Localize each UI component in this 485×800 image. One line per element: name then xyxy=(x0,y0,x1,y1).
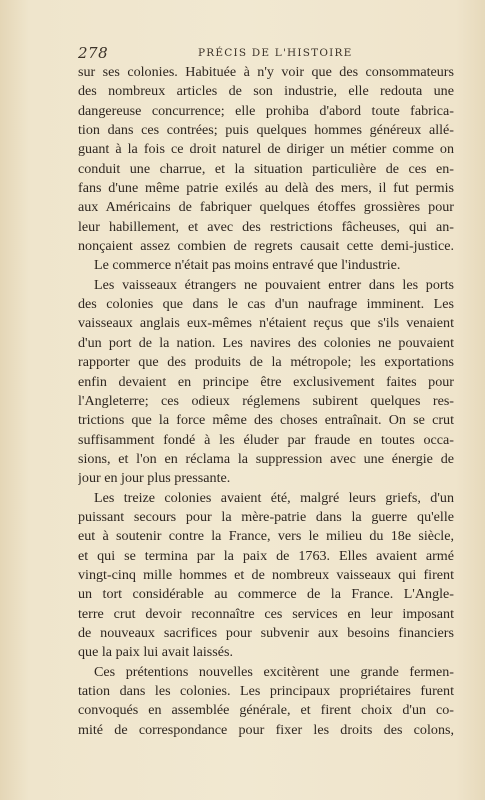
text-line: aux Américains de fabriquer quelques étoffes grossières pour xyxy=(78,199,454,216)
text-line: et qui se termina par la paix de 1763. Elles avaient armé xyxy=(78,547,454,564)
text-line: trictions que la force même des choses entraînait. On se crut xyxy=(78,412,454,429)
text-line: l'Angleterre; ces odieux réglemens subirent quelques res- xyxy=(78,392,454,409)
text-line: vaisseaux anglais eux-mêmes n'étaient reçus que s'ils venaient xyxy=(78,315,454,332)
text-line: guant à la fois ce droit naturel de diriger un métier comme on xyxy=(78,141,454,158)
text-line: de nouveaux sacrifices pour subvenir aux besoins financiers xyxy=(78,624,454,641)
text-line: convoqués en assemblée générale, et firent choix d'un co- xyxy=(78,702,454,719)
text-line: tation dans les colonies. Les principaux propriétaires furent xyxy=(78,683,454,699)
text-line: fans d'une même patrie exilés au delà des mers, il fut permis xyxy=(78,180,454,197)
text-line: mité de correspondance pour fixer les droits des colons, xyxy=(78,721,454,738)
paragraph-line: Les vaisseaux étrangers ne pouvaient entrer dans les ports xyxy=(94,276,454,293)
paragraph-line: Le commerce n'était pas moins entravé que l'industrie. xyxy=(94,257,401,274)
text-line: vingt-cinq mille hommes et de nombreux vaisseaux qui firent xyxy=(78,566,454,583)
page-number: 278 xyxy=(78,44,109,62)
text-line: conduit une charrue, et la situation particulière de ces en- xyxy=(78,160,454,177)
page-header xyxy=(78,44,454,64)
text-line: d'un port de la nation. Les navires des colonies ne pouvaient xyxy=(78,334,454,351)
paragraph-line: Les treize colonies avaient été, malgré leurs griefs, d'un xyxy=(94,489,454,506)
text-line: leur habillement, et avec des restrictions fâcheuses, qui an- xyxy=(78,218,454,235)
page-body-text xyxy=(78,63,454,740)
text-line: terre crut devoir reconnaître ces services en leur imposant xyxy=(78,605,454,622)
text-line: enfin devaient en principe être exclusivement faites pour xyxy=(78,373,454,390)
text-line: eut à soutenir contre la France, vers le milieu du 18e siècle, xyxy=(78,528,454,545)
text-line: un tort considérable au commerce de la France. L'Angle- xyxy=(78,586,454,603)
text-line: tion dans ces contrées; puis quelques hommes généreux allé- xyxy=(78,122,454,139)
text-line: sions, et l'on en réclama la suppression avec une énergie de xyxy=(78,450,454,467)
text-line: puissant secours pour la mère-patrie dans la guerre qu'elle xyxy=(78,508,454,525)
paragraph-line: Ces prétentions nouvelles excitèrent une grande fermen- xyxy=(94,663,454,680)
text-line: des nombreux articles de son industrie, elle redouta une xyxy=(78,83,454,100)
text-line: des colonies que dans le cas d'un naufrage imminent. Les xyxy=(78,296,454,313)
text-line: que la paix lui avait laissés. xyxy=(78,644,233,661)
text-line: sur ses colonies. Habituée à n'y voir que des consommateurs xyxy=(78,64,454,80)
text-line: rapporter que des produits de la métropole; les exportations xyxy=(78,354,454,371)
text-line: dangereuse concurrence; elle prohiba d'abord toute fabrica- xyxy=(78,102,454,119)
text-line: suffisamment fondé à les éluder par fraude en toutes occa- xyxy=(78,431,454,448)
text-line: jour en jour plus pressante. xyxy=(78,470,231,487)
running-title: PRÉCIS DE L'HISTOIRE xyxy=(198,47,353,59)
text-line: nonçaient assez combien de regrets causait cette demi-justice. xyxy=(78,238,454,255)
